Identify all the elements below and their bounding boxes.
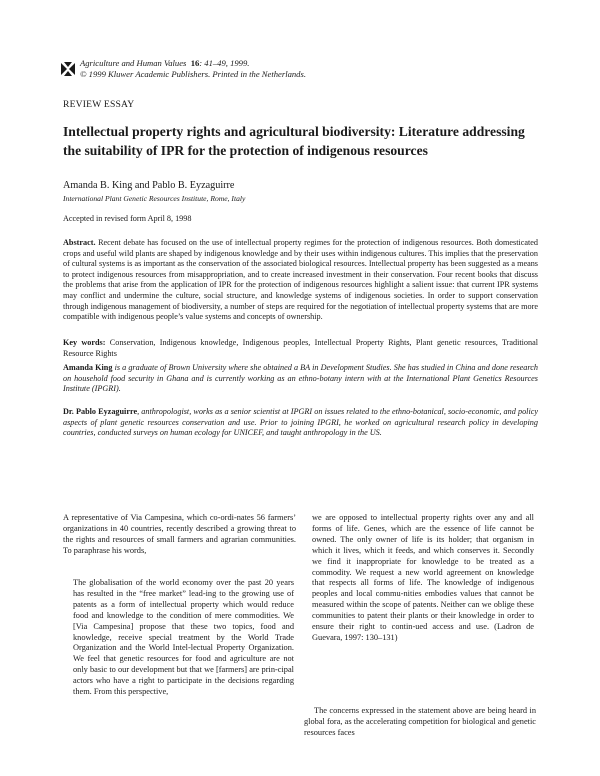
authors: Amanda B. King and Pablo B. Eyzaguirre <box>63 180 235 191</box>
author-bio-eyzaguirre <box>63 407 538 439</box>
section-label: REVIEW ESSAY <box>63 99 135 110</box>
journal-copyright: © 1999 Kluwer Academic Publishers. Printed in the Netherlands. <box>80 69 306 79</box>
block-quote-part-2: we are opposed to intellectual property rights over any and all forms of life. Genes, which are the essence of life cannot be owned. The only owner of life is its holder; that organism in which it lives, which it feeds, and which conserves it. Secondly we find it inappropriate for knowledge to be treated as a commodity. We request a new world agreement on knowledge that respects all forms of life. The knowledge of indigenous peoples and local commu-nities embodies values that cannot be measured within the scope of patents. Neither can we oblige these communities to patent their plants or their knowledge in order to ensure their right to contin-ued access and use. (Ladron de Guevara, 1997: 130–131) <box>312 513 534 642</box>
bio-text: , anthropologist, works as a senior scientist at IPGRI on issues related to the ethno-botanical, socio-economic, and policy aspects of plant genetic resources conservation and use. Prior to joining IPGRI, he worked on agricultural research policy in developing countries, conducted surveys on human ecology for UNICEF, and taught anthropology in the US. <box>63 407 538 438</box>
article-title: Intellectual property rights and agricultural biodiversity: Literature addressing the suitability of IPR for the protection of indigenous resources <box>63 124 525 158</box>
publisher-logo-icon <box>60 61 76 77</box>
abstract-text: Recent debate has focused on the use of intellectual property regimes for the protection of indigenous resources. Both domesticated crops and useful wild plants are shaped by indigenous knowledge and by their uses within indigenous cultures. This implies that the preservation of cultural systems is as important as the conservation of the associated biological resources. Intellectual property has been suggested as a means to protect indigenous resources from misappropriation, and to create increased investment in their conservation. Four recent books that discuss the problems that arise from the application of IPR for the protection of indigenous resources highlight a salient issue: that current IPR systems may conflict and undermine the culture, social structure, and knowledge systems of indigenous societies. In order to support conservation through indigenous management of biodiversity, a number of steps are required for the negotiation of intellectual property systems that are more compatible with indigenous people’s value systems and concepts of ownership. <box>63 238 539 322</box>
affiliation: International Plant Genetic Resources Institute, Rome, Italy <box>63 194 246 203</box>
keywords <box>63 338 538 359</box>
abstract <box>63 238 538 323</box>
bio-name: Dr. Pablo Eyzaguirre <box>63 407 138 416</box>
abstract-label: Abstract. <box>63 238 96 247</box>
bio-name: Amanda King <box>63 363 113 372</box>
journal-volume: 16 <box>190 58 200 68</box>
block-quote-part-1: The globalisation of the world economy over the past 20 years has resulted in the “free market” lead-ing to the growing use of patents as a form of intellectual property which would reduce food and knowledge to the condition of mere commodities. We [Via Campesina] propose that these two topics, food and knowledge, receive special treatment by the World Trade Organization and the World Intel-lectual Property Organization. We feel that genetic resources for food and agriculture are not only basic to our development but that we [farmers] are prin-cipal actors who have a right to participate in the decisions regarding them. From this perspective, <box>73 578 294 697</box>
keywords-text: Conservation, Indigenous knowledge, Indigenous peoples, Intellectual Property Rights, Plant genetic resources, Traditional Resource Rights <box>63 338 539 358</box>
journal-name: Agriculture and Human Values <box>80 58 187 68</box>
accepted-date: Accepted in revised form April 8, 1998 <box>63 214 192 223</box>
author-bio-king <box>63 363 538 395</box>
bio-text: is a graduate of Brown University where she obtained a BA in Development Studies. She has studied in China and done research on household food security in Ghana and is currently working as an ethno-botany intern with at the International Plant Genetics Resources Institute (IPGRI). <box>63 363 539 394</box>
body-intro-paragraph: A representative of Via Campesina, which co-ordi-nates 56 farmers’ organizations in 40 countries, recently described a growing threat to the rights and resources of small farmers and agrarian communities. To paraphrase his words, <box>63 513 296 555</box>
journal-header <box>80 58 306 80</box>
journal-pages: : 41–49, 1999. <box>199 58 250 68</box>
keywords-label: Key words: <box>63 338 106 347</box>
body-paragraph: The concerns expressed in the statement above are being heard in global fora, as the accelerating competition for biological and genetic resources faces <box>304 706 536 737</box>
